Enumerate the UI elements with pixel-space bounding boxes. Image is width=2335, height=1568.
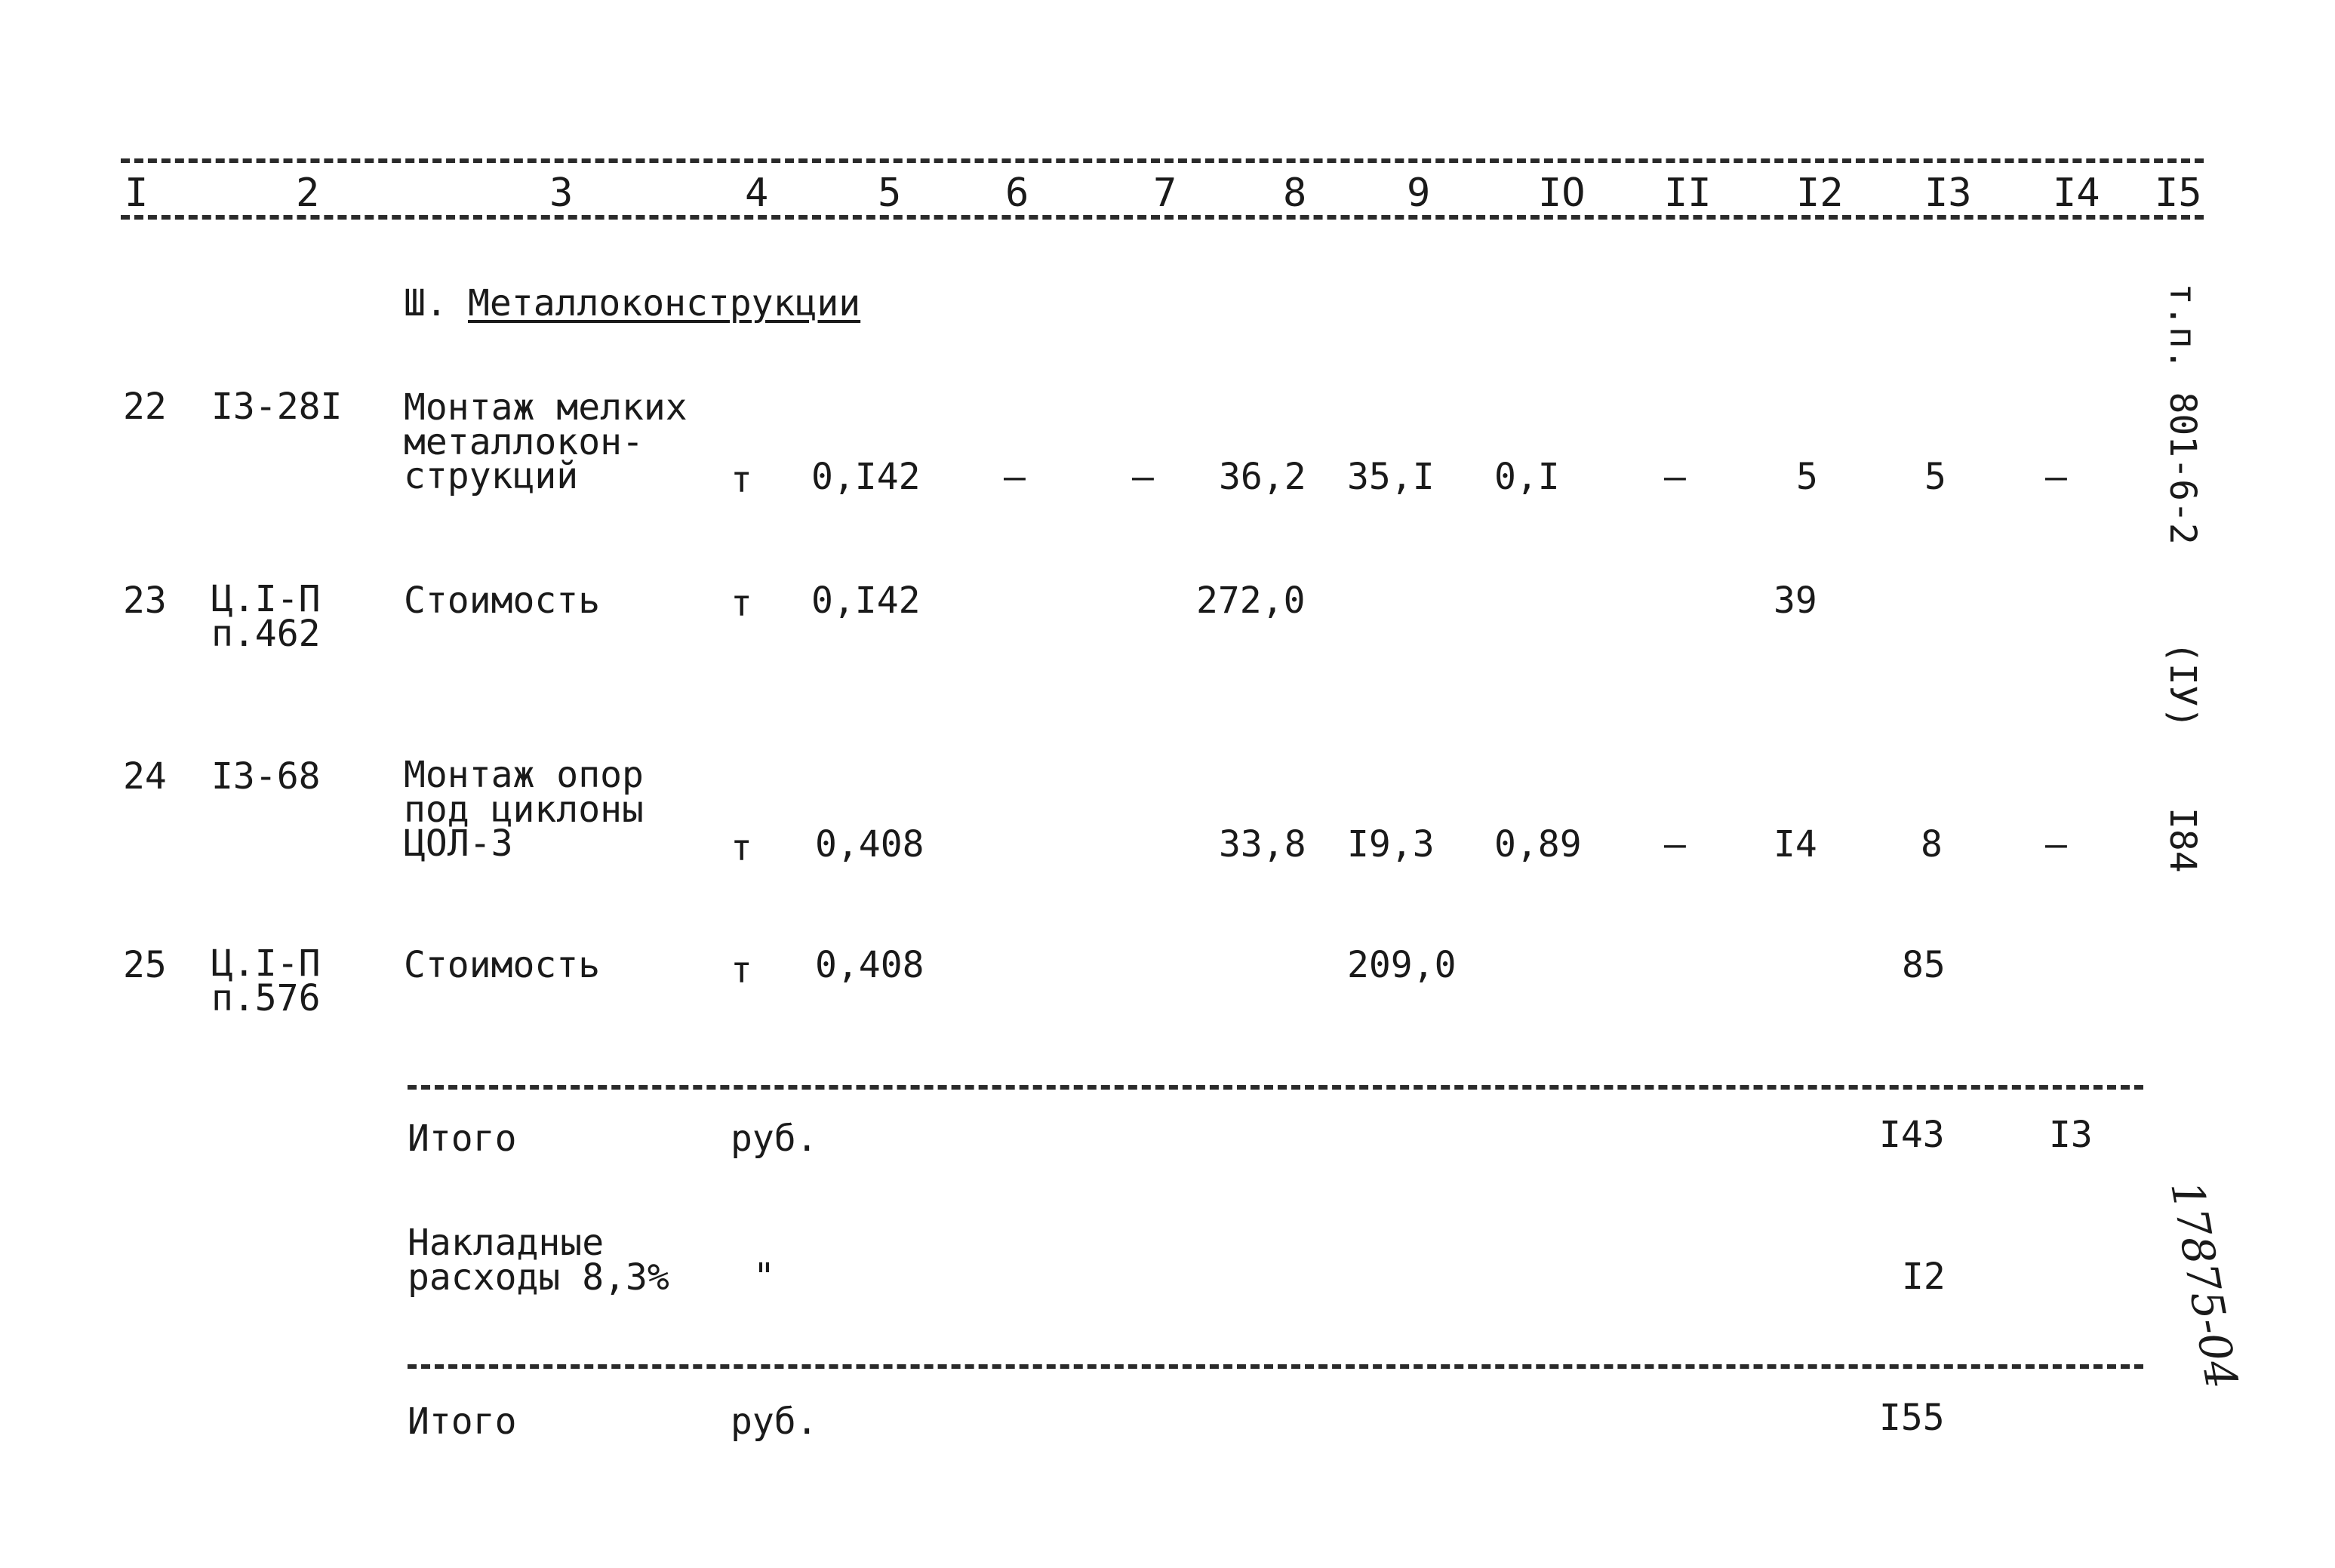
col-header-9: 9 — [1407, 171, 1431, 216]
row-25-c13: 85 — [1902, 944, 1946, 986]
col-header-4: 4 — [745, 171, 769, 216]
row-24-qty: 0,408 — [815, 823, 924, 865]
row-24-num: 24 — [123, 755, 167, 798]
row-22-c13: 5 — [1924, 456, 1946, 498]
row-24-c12: I4 — [1774, 823, 1817, 865]
row-22-c14: – — [2045, 456, 2067, 498]
total-1-c14: I3 — [2049, 1114, 2093, 1156]
side-ref: т.п. 801-6-2 — [2161, 283, 2204, 545]
col-header-1: I — [125, 171, 149, 216]
col-header-11: II — [1664, 171, 1712, 216]
row-25-qty: 0,408 — [815, 944, 924, 986]
row-22-c6: – — [1004, 456, 1026, 498]
col-header-6: 6 — [1005, 171, 1029, 216]
total-1-c13: I43 — [1879, 1114, 1945, 1156]
col-header-10: IO — [1538, 171, 1586, 216]
total-1-unit: руб. — [731, 1118, 818, 1160]
row-25-num: 25 — [123, 944, 167, 986]
row-24-unit: т — [731, 827, 752, 869]
row-25-name: Стоимость — [404, 944, 601, 986]
total-2-c13: I55 — [1879, 1397, 1945, 1439]
overhead-label: Накладные расходы 8,3% — [408, 1222, 669, 1299]
row-25-c9: 209,0 — [1347, 944, 1457, 986]
row-22-unit: т — [731, 459, 752, 501]
total-2-unit: руб. — [731, 1400, 818, 1443]
row-22-c11: – — [1664, 456, 1686, 498]
row-23-unit: т — [731, 583, 752, 625]
col-header-15: I5 — [2155, 171, 2202, 216]
totals-rule-2 — [408, 1364, 2143, 1369]
row-24-c11: – — [1664, 823, 1686, 865]
row-22-c7: – — [1132, 456, 1154, 498]
row-24-code: I3-68 — [211, 755, 321, 798]
row-22-c10: 0,I — [1494, 456, 1560, 498]
row-22-name: Монтаж мелких металлокон- струкций — [404, 386, 688, 498]
side-handwritten: 17875-04 — [2161, 1177, 2248, 1393]
col-header-3: 3 — [549, 171, 574, 216]
row-24-c8: 33,8 — [1219, 823, 1306, 865]
row-22-c9: 35,I — [1347, 456, 1435, 498]
row-24-c10: 0,89 — [1494, 823, 1582, 865]
row-24-c9: I9,3 — [1347, 823, 1435, 865]
row-24-c14: – — [2045, 823, 2067, 865]
row-22-num: 22 — [123, 386, 167, 428]
header-rule-top — [121, 158, 2204, 163]
side-section: (IУ) — [2161, 641, 2204, 729]
section-title: Металлоконструкции — [468, 282, 861, 324]
overhead-c13: I2 — [1902, 1256, 1946, 1298]
col-header-14: I4 — [2053, 171, 2100, 216]
row-23-c12: 39 — [1774, 580, 1817, 622]
row-24-name: Монтаж опор под циклоны ЦОЛ-3 — [404, 754, 644, 865]
row-25-code: Ц.I-П п.576 — [211, 942, 321, 1019]
total-1-label: Итого — [408, 1118, 517, 1160]
total-2-label: Итого — [408, 1400, 517, 1443]
row-22-c8: 36,2 — [1219, 456, 1306, 498]
row-25-unit: т — [731, 949, 752, 992]
row-23-num: 23 — [123, 580, 167, 622]
col-header-13: I3 — [1924, 171, 1972, 216]
row-22-code: I3-28I — [211, 386, 343, 428]
row-22-qty: 0,I42 — [811, 456, 921, 498]
section-number: Ш. — [404, 282, 448, 324]
col-header-12: I2 — [1796, 171, 1844, 216]
row-24-c13: 8 — [1921, 823, 1943, 865]
col-header-8: 8 — [1283, 171, 1307, 216]
col-header-5: 5 — [878, 171, 902, 216]
row-23-name: Стоимость — [404, 580, 601, 622]
col-header-2: 2 — [296, 171, 320, 216]
row-23-qty: 0,I42 — [811, 580, 921, 622]
side-page: I84 — [2161, 807, 2204, 873]
col-header-7: 7 — [1153, 171, 1177, 216]
row-23-code: Ц.I-П п.462 — [211, 578, 321, 655]
row-22-c12: 5 — [1796, 456, 1818, 498]
overhead-unit: " — [753, 1256, 775, 1298]
totals-rule-1 — [408, 1085, 2143, 1090]
row-23-c8: 272,0 — [1196, 580, 1306, 622]
